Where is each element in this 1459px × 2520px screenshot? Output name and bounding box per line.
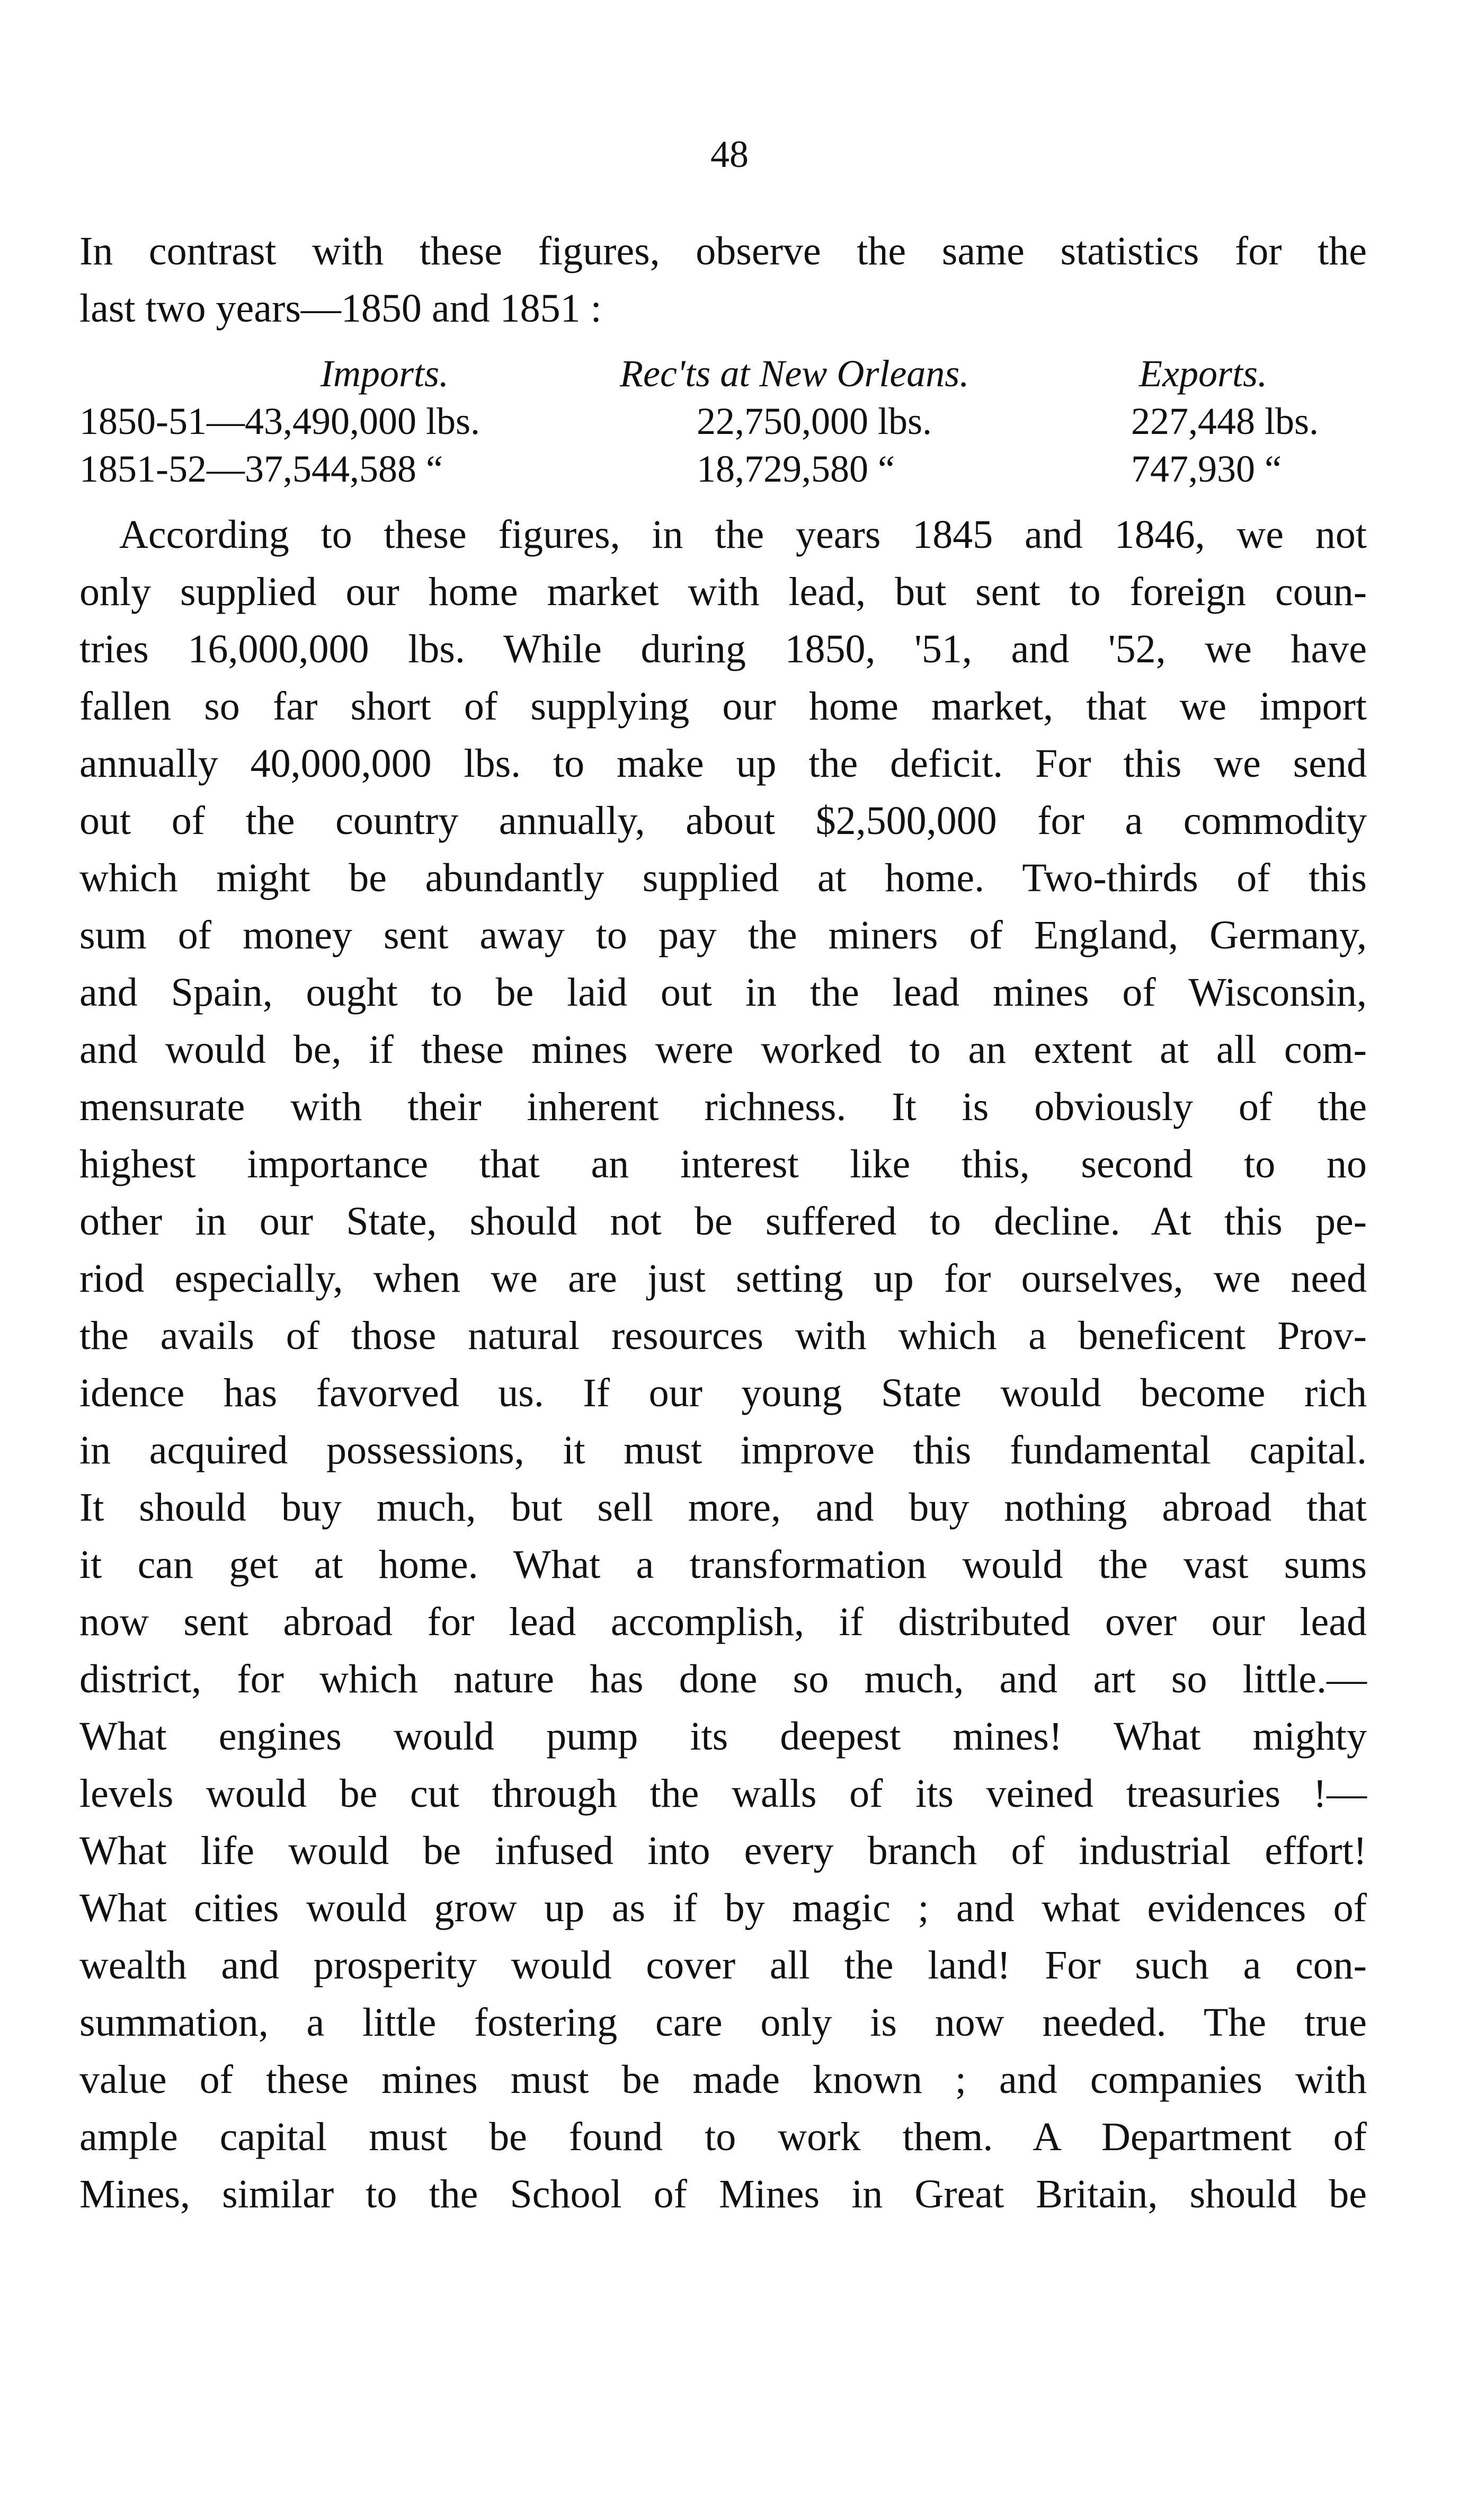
text-line: idence has favorved us. If our young State would become rich — [79, 1371, 1367, 1415]
text-line: mensurate with their inherent richness. It is obviously of the — [79, 1085, 1367, 1129]
lead-statistics-table — [79, 350, 1367, 493]
text-line: It should buy much, but sell more, and buy nothing abroad that — [79, 1485, 1367, 1530]
text-line: now sent abroad for lead accomplish, if distributed over our lead — [79, 1600, 1367, 1644]
text-line: only supplied our home market with lead, but sent to foreign coun- — [79, 570, 1367, 614]
text-line: annually 40,000,000 lbs. to make up the deficit. For this we send — [79, 741, 1367, 786]
text-line: district, for which nature has done so much, and art so little.— — [79, 1657, 1367, 1701]
new-orleans-receipts-cell: 18,729,580 “ — [697, 448, 895, 490]
text-line: sum of money sent away to pay the miners of England, Germany, — [79, 913, 1367, 957]
imports-header: Imports. — [321, 352, 449, 395]
text-line: in acquired possessions, it must improve this fundamental capital. — [79, 1428, 1367, 1472]
text-line: What cities would grow up as if by magic ; and what evidences of — [79, 1886, 1367, 1930]
table-row — [79, 397, 1367, 445]
text-line: other in our State, should not be suffered to decline. At this pe- — [79, 1199, 1367, 1244]
text-line: riod especially, when we are just setting up for ourselves, we need — [79, 1256, 1367, 1301]
exports-cell: 747,930 “ — [1131, 448, 1282, 490]
text-line: and Spain, ought to be laid out in the lead mines of Wisconsin, — [79, 970, 1367, 1015]
text-line: which might be abundantly supplied at home. Two-thirds of this — [79, 856, 1367, 900]
intro-paragraph — [79, 223, 1367, 337]
text-line: out of the country annually, about $2,500,000 for a commodity — [79, 798, 1367, 843]
text-line: What life would be infused into every branch of industrial effort! — [79, 1829, 1367, 1873]
new-orleans-receipts-header: Rec'ts at New Orleans. — [620, 352, 969, 395]
exports-header: Exports. — [1139, 352, 1267, 395]
exports-cell: 227,448 lbs. — [1131, 400, 1319, 442]
text-line: What engines would pump its deepest mines! What mighty — [79, 1714, 1367, 1759]
text-line: the avails of those natural resources with which a beneficent Prov- — [79, 1314, 1367, 1358]
text-line: tries 16,000,000 lbs. While during 1850, '51, and '52, we have — [79, 627, 1367, 671]
text-line: it can get at home. What a transformation would the vast sums — [79, 1542, 1367, 1587]
text-line: fallen so far short of supplying our home market, that we import — [79, 684, 1367, 729]
text-line: highest importance that an interest like this, second to no — [79, 1142, 1367, 1186]
text-line: wealth and prosperity would cover all the land! For such a con- — [79, 1943, 1367, 1987]
text-line: summation, a little fostering care only is now needed. The true — [79, 2000, 1367, 2045]
imports-cell: 1851-52—37,544,588 “ — [79, 448, 443, 490]
text-line: levels would be cut through the walls of its veined treasuries !— — [79, 1771, 1367, 1816]
imports-cell: 1850-51—43,490,000 lbs. — [79, 400, 480, 442]
table-header-row — [79, 350, 1367, 397]
page-number: 48 — [710, 133, 749, 175]
text-line: According to these figures, in the years 1845 and 1846, we not — [119, 512, 1367, 557]
text-line: value of these mines must be made known ; and companies with — [79, 2057, 1367, 2102]
text-line: Mines, similar to the School of Mines in Great Britain, should be — [79, 2172, 1367, 2216]
text-line: last two years—1850 and 1851 : — [79, 286, 602, 331]
body-paragraph — [79, 506, 1367, 2223]
table-row — [79, 445, 1367, 493]
text-line: ample capital must be found to work them. A Department of — [79, 2115, 1367, 2159]
text-line: and would be, if these mines were worked to an extent at all com- — [79, 1027, 1367, 1072]
new-orleans-receipts-cell: 22,750,000 lbs. — [697, 400, 932, 442]
text-line: In contrast with these figures, observe the same statistics for the — [79, 229, 1367, 273]
